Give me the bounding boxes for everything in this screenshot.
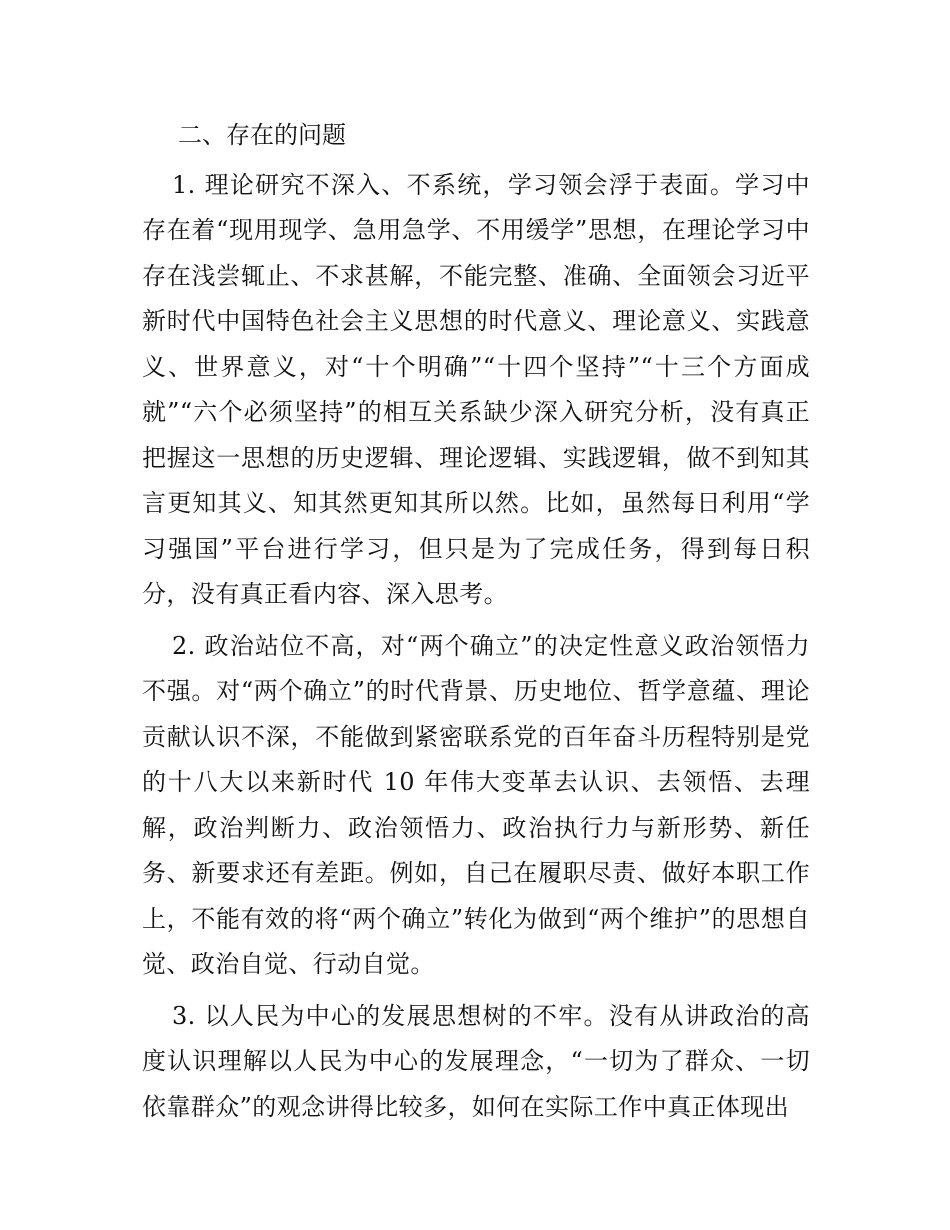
paragraph-1: 1. 理论研究不深入、不系统，学习领会浮于表面。学习中存在着“现用现学、急用急学、不用缓学”思想，在理论学习中存在浅尝辄止、不求甚解，不能完整、准确、全面领会习近平新时代中国特色社会主义思想的时代意义、理论意义、实践意义、世界意义，对“十个明确”“十四个坚持”“十三个方面成就”“六个必须坚持”的相互关系缺少深入研究分析，没有真正把握这一思想的历史逻辑、理论逻辑、实践逻辑，做不到知其言更知其义、知其然更知其所以然。比如，虽然每日利用“学习强国”平台进行学习，但只是为了完成任务，得到每日积分，没有真正看内容、深入思考。 (142, 170, 810, 608)
document-page (142, 113, 810, 1136)
paragraph-2: 2. 政治站位不高，对“两个确立”的决定性意义政治领悟力不强。对“两个确立”的时代背景、历史地位、哲学意蕴、理论贡献认识不深，不能做到紧密联系党的百年奋斗历程特别是党的十八大以来新时代 10 年伟大变革去认识、去领悟、去理解，政治判断力、政治领悟力、政治执行力与新形势、新任务、新要求还有差距。例如，自己在履职尽责、做好本职工作上，不能有效的将“两个确立”转化为做到“两个维护”的思想自觉、政治自觉、行动自觉。 (142, 631, 810, 978)
paragraph-3: 3. 以人民为中心的发展思想树的不牢。没有从讲政治的高度认识理解以人民为中心的发展理念，“一切为了群众、一切依靠群众”的观念讲得比较多，如何在实际工作中真正体现出 (142, 1001, 810, 1121)
section-title: 二、存在的问题 (178, 121, 346, 149)
